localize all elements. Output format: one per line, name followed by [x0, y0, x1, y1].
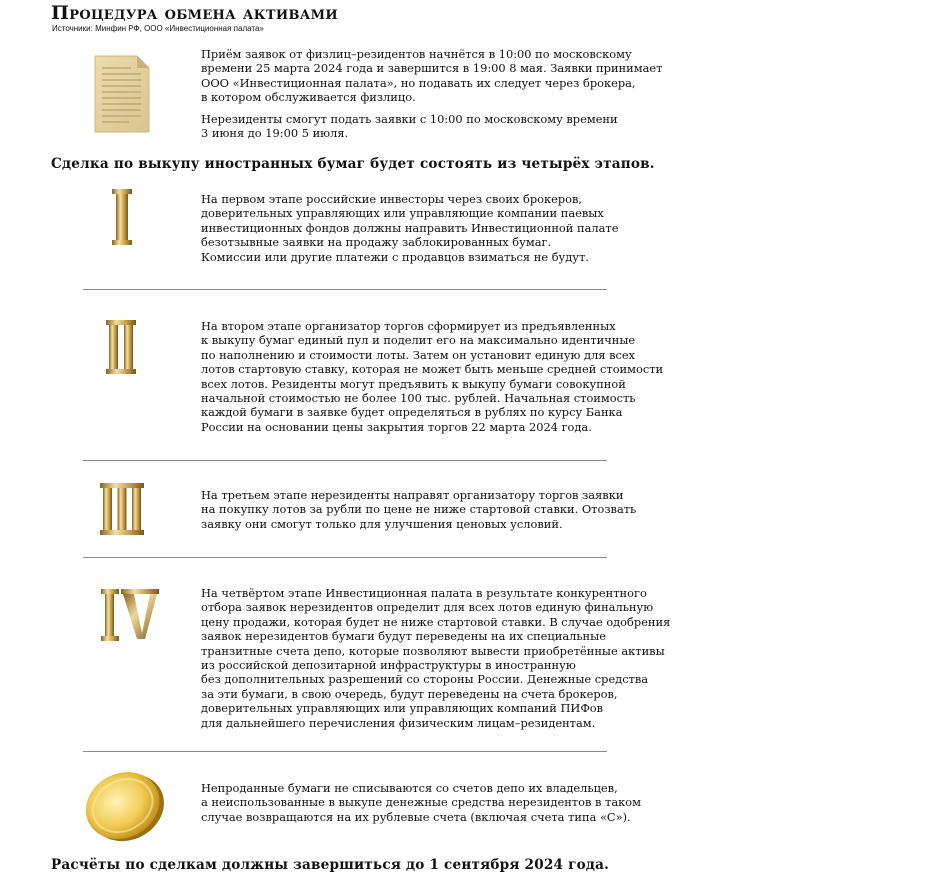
stage-divider: [83, 289, 607, 290]
text-line: случае возвращаются на их рублевые счета (включая счета типа «С»).: [201, 809, 631, 824]
gold-coin-icon: [82, 767, 166, 845]
text-line: по наполнению и стоимости лоты. Затем он установит единую для всех: [201, 347, 636, 362]
stages-heading: Сделка по выкупу иностранных бумаг будет состоять из четырёх этапов.: [51, 156, 655, 172]
text-line: без дополнительных разрешений со стороны России. Денежные средства: [201, 672, 649, 687]
text-line: за эти бумаги, в свою очередь, будут переведены на счета брокеров,: [201, 686, 618, 701]
text-line: На четвёртом этапе Инвестиционная палата в результате конкурентного: [201, 586, 647, 600]
text-line: Приём заявок от физлиц–резидентов начнётся в 10:00 по московскому: [201, 47, 632, 61]
text-line: заявок нерезидентов бумаги будут переведены на их специальные: [201, 629, 606, 644]
text-line: к выкупу бумаг единый пул и поделит его на максимально идентичные: [201, 333, 636, 348]
text-line: каждой бумаги в заявке будет определяться в рублях по курсу Банка: [201, 405, 623, 420]
text-line: России на основании цены закрытия торгов 22 марта 2024 года.: [201, 419, 592, 434]
text-line: На третьем этапе нерезиденты направят организатору торгов заявки: [201, 488, 624, 502]
text-line: транзитные счета депо, которые позволяют вывести приобретённые активы: [201, 643, 665, 658]
text-line: На втором этапе организатор торгов сформирует из предъявленных: [201, 319, 616, 333]
text-line: заявку они смогут только для улучшения ценовых условий.: [201, 516, 563, 531]
text-line: На первом этапе российские инвесторы через своих брокеров,: [201, 192, 583, 206]
text-line: из российской депозитарной инфраструктуры в иностранную: [201, 658, 576, 673]
stage-4-text: [201, 586, 670, 730]
intro-paragraph-nonresidents: [201, 112, 618, 141]
text-line: отбора заявок нерезидентов определит для всех лотов единую финальную: [201, 600, 654, 615]
stage-2-text: [201, 319, 663, 434]
text-line: Нерезиденты смогут подать заявки с 10:00 по московскому времени: [201, 112, 618, 126]
stage-divider: [83, 557, 607, 558]
settlement-deadline: Расчёты по сделкам должны завершиться до 1 сентября 2024 года.: [51, 857, 610, 873]
stage-3-text: [201, 488, 636, 531]
document-icon: [93, 54, 151, 134]
page-title: Процедура обмена активами: [51, 2, 338, 24]
unsold-text: [201, 781, 641, 824]
text-line: начальной стоимостью не более 100 тыс. рублей. Начальная стоимость: [201, 391, 636, 406]
text-line: инвестиционных фондов должны направить Инвестиционной палате: [201, 220, 619, 235]
text-line: доверительных управляющих или управляющие компании паевых: [201, 206, 604, 221]
text-line: Непроданные бумаги не списываются со счетов депо их владельцев,: [201, 781, 618, 795]
text-line: на покупку лотов за рубли по цене не ниже стартовой ставки. Отозвать: [201, 502, 637, 517]
stage-1-text: [201, 192, 618, 264]
text-line: а неиспользованные в выкупе денежные средства нерезидентов в таком: [201, 795, 641, 810]
roman-numeral-four-icon: [101, 589, 159, 641]
text-line: лотов стартовую ставку, которая не может быть меньше средней стоимости: [201, 362, 664, 377]
stage-divider: [83, 751, 607, 752]
text-line: всех лотов. Резиденты могут предъявить к выкупу бумаги совокупной: [201, 376, 626, 391]
roman-numeral-three-icon: [100, 483, 144, 535]
text-line: для дальнейшего перечисления физическим лицам–резидентам.: [201, 715, 596, 730]
roman-numeral-one-icon: [112, 189, 132, 245]
stage-divider: [83, 460, 607, 461]
text-line: в котором обслуживается физлицо.: [201, 90, 416, 105]
source-note: Источники: Минфин РФ, ООО «Инвестиционная палата»: [52, 24, 264, 33]
intro-paragraph-residents: [201, 47, 662, 105]
text-line: Комиссии или другие платежи с продавцов взиматься не будут.: [201, 249, 589, 264]
text-line: безотзывные заявки на продажу заблокированных бумаг.: [201, 235, 552, 250]
text-line: доверительных управляющих или управляющих компаний ПИФов: [201, 701, 604, 716]
text-line: цену продажи, которая будет не ниже стартовой ставки. В случае одобрения: [201, 614, 671, 629]
text-line: ООО «Инвестиционная палата», но подавать их следует через брокера,: [201, 75, 636, 90]
text-line: 3 июня до 19:00 5 июля.: [201, 126, 349, 141]
text-line: времени 25 марта 2024 года и завершится в 19:00 8 мая. Заявки принимает: [201, 61, 663, 76]
roman-numeral-two-icon: [106, 320, 136, 374]
